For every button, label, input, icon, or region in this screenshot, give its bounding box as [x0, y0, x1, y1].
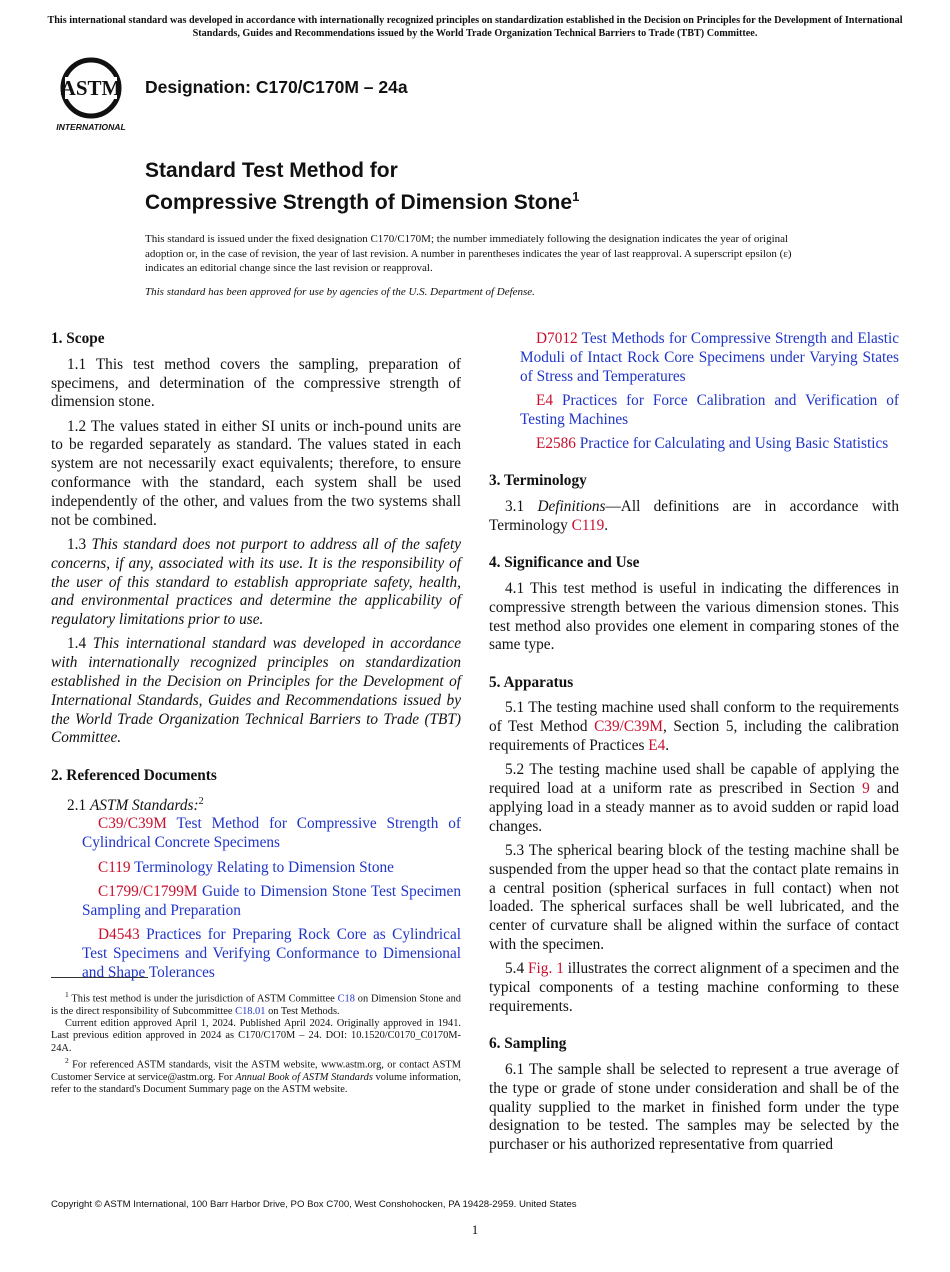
reference-list-right: [489, 330, 899, 454]
reference-item[interactable]: D4543 Practices for Preparing Rock Core as Cylindrical Test Specimens and Verifying Conformance to Dimensional and Shape Tolerances: [82, 925, 461, 981]
reference-item[interactable]: E4 Practices for Force Calibration and Verification of Testing Machines: [520, 391, 899, 428]
paragraph-1-3: 1.3 This standard does not purport to address all of the safety concerns, if any, associated with its use. It is the responsibility of the user of this standard to establish appropriate safety, health, and environmental practices and determine the applicability of regulatory limitations prior to use.: [51, 535, 462, 629]
paragraph-5-3: 5.3 The spherical bearing block of the testing machine shall be suspended from the upper head so that the contact plate remains in a central position (spherical surfaces in full contact) when not loaded. The spherical surfaces shall be well lubricated, and the center of curvature shall be aligned within the surface of contact with the specimen.: [489, 842, 899, 954]
left-column: [51, 330, 461, 988]
paragraph-1-4: 1.4 This international standard was developed in accordance with internationally recognized principles on standardization established in the Decision on Principles for the Development of International Standards, Guides and Recommendations issued by the World Trade Organization Technical Barriers to Trade (TBT) Committee.: [51, 635, 461, 747]
title-line-2: Compressive Strength of Dimension Stone$^1$: [145, 189, 580, 214]
link-section-9[interactable]: 9: [862, 780, 870, 798]
reference-item[interactable]: C39/C39M Test Method for Compressive Strength of Cylindrical Concrete Specimens: [82, 815, 461, 852]
page-title: [145, 158, 579, 216]
link-c39[interactable]: C39/C39M: [594, 718, 663, 736]
designation: Designation: C170/C170M – 24a: [145, 77, 408, 97]
section-heading-terminology: 3. Terminology: [489, 472, 587, 490]
copyright: Copyright © ASTM International, 100 Barr Harbor Drive, PO Box C700, West Conshohocken, PA 19428-2959. United States: [51, 1199, 577, 1210]
standard-note: This standard is issued under the fixed designation C170/C170M; the number immediately following the designation indicates the year of original adoption or, in the case of revision, the year of last revision. A number in parentheses indicates the year of last reapproval. A superscript epsilon (ε) indicates an editorial change since the last revision or reapproval.: [145, 233, 792, 275]
paragraph-2-1: 2.1 ASTM Standards:$^2$: [67, 795, 204, 814]
page-number: 1: [471, 1222, 479, 1237]
footnotes: [51, 989, 461, 1096]
footnote-1: $^1$ This test method is under the jurisdiction of ASTM Committee C18 on Dimension Stone and is the direct responsibility of Subcommittee C18.01 on Test Methods.: [51, 990, 461, 1017]
title-line-1: Standard Test Method for: [145, 159, 398, 182]
dod-note: This standard has been approved for use by agencies of the U.S. Department of Defense.: [145, 286, 535, 298]
footnote-divider: [51, 977, 148, 978]
link-fig-1[interactable]: Fig. 1: [528, 960, 564, 978]
tbt-notice: This international standard was developed in accordance with internationally recognized principles on standardization established in the Decision on Principles for the Development of International Standards, Guides and Recommendations issued by the World Trade Organization Technical Barriers to Trade (TBT) Committee.: [47, 15, 903, 39]
footnote-edition: Current edition approved April 1, 2024. Published April 2024. Originally approved in 1941. Last previous edition approved in 2024 as C170/C170M – 24. DOI: 10.1520/C0170_C0170M-24A.: [51, 1018, 461, 1054]
paragraph-1-1: 1.1 This test method covers the sampling, preparation of specimens, and determination of the compressive strength of dimension stone.: [51, 355, 461, 411]
astm-logo-icon: [53, 55, 135, 133]
paragraph-5-4: 5.4 Fig. 1 illustrates the correct alignment of a specimen and the typical components of a testing machine conforming to these requirements.: [489, 960, 900, 1015]
section-heading-referenced-documents: 2. Referenced Documents: [51, 766, 217, 784]
reference-item[interactable]: C119 Terminology Relating to Dimension Stone: [98, 858, 394, 876]
title-footnote-mark[interactable]: 1: [572, 189, 580, 204]
section-heading-sampling: 6. Sampling: [489, 1035, 567, 1053]
logo-bottom-text: INTERNATIONAL: [56, 122, 126, 132]
paragraph-4-1: 4.1 This test method is useful in indicating the differences in compressive strength between the various dimension stones. This test method also provides one element in comparing stones of the same type.: [489, 579, 899, 654]
footnote-link-c18[interactable]: C18: [337, 993, 355, 1005]
footnote-link-c1801[interactable]: C18.01: [235, 1005, 266, 1017]
paragraph-3-1: 3.1 Definitions—All definitions are in accordance with Terminology C119.: [489, 498, 899, 534]
section-heading-scope: 1. Scope: [51, 330, 105, 347]
paragraph-5-2: 5.2 The testing machine used shall be capable of applying the required load at a uniform rate as prescribed in Section 9 and applying load in a steady manner as to avoid sudden or rapid load changes.: [489, 761, 899, 835]
reference-item[interactable]: D7012 Test Methods for Compressive Strength and Elastic Moduli of Intact Rock Core Specimens under Varying States of Stress and Temperatures: [520, 330, 899, 385]
astm-logo: [53, 55, 135, 133]
footnote-2: $^2$ For referenced ASTM standards, visit the ASTM website, www.astm.org, or contact ASTM Customer Service at service@astm.org. For Annual Book of ASTM Standards volume information, refer to the standard's Document Summary page on the ASTM website.: [51, 1055, 461, 1096]
reference-item[interactable]: C1799/C1799M Guide to Dimension Stone Test Specimen Sampling and Preparation: [82, 882, 461, 919]
paragraph-5-1: 5.1 The testing machine used shall conform to the requirements of Test Method C39/C39M, Section 5, including the calibration requirements of Practices E4.: [489, 699, 899, 755]
link-c119[interactable]: C119: [571, 516, 605, 534]
logo-top-text: ASTM: [60, 76, 122, 100]
right-column: [489, 330, 899, 1160]
link-e4[interactable]: E4: [648, 737, 666, 755]
section-heading-significance: 4. Significance and Use: [489, 554, 640, 572]
paragraph-1-2: 1.2 The values stated in either SI units or inch-pound units are to be regarded separately as standard. The values stated in each system are not necessarily exact equivalents; therefore, to ensure conformance with the standard, each system shall be used independently of the other, and values from the two systems shall not be combined.: [51, 417, 461, 529]
reference-item[interactable]: E2586 Practice for Calculating and Using Basic Statistics: [536, 434, 889, 452]
section-heading-apparatus: 5. Apparatus: [489, 673, 574, 691]
paragraph-6-1: 6.1 The sample shall be selected to represent a true average of the type or grade of stone under consideration and shall be of the quality supplied to the market in finished form under the type designation to be tested. The samples may be selected by the purchaser or his authorized representative from quarried: [489, 1061, 899, 1154]
reference-list-left: [51, 815, 461, 982]
